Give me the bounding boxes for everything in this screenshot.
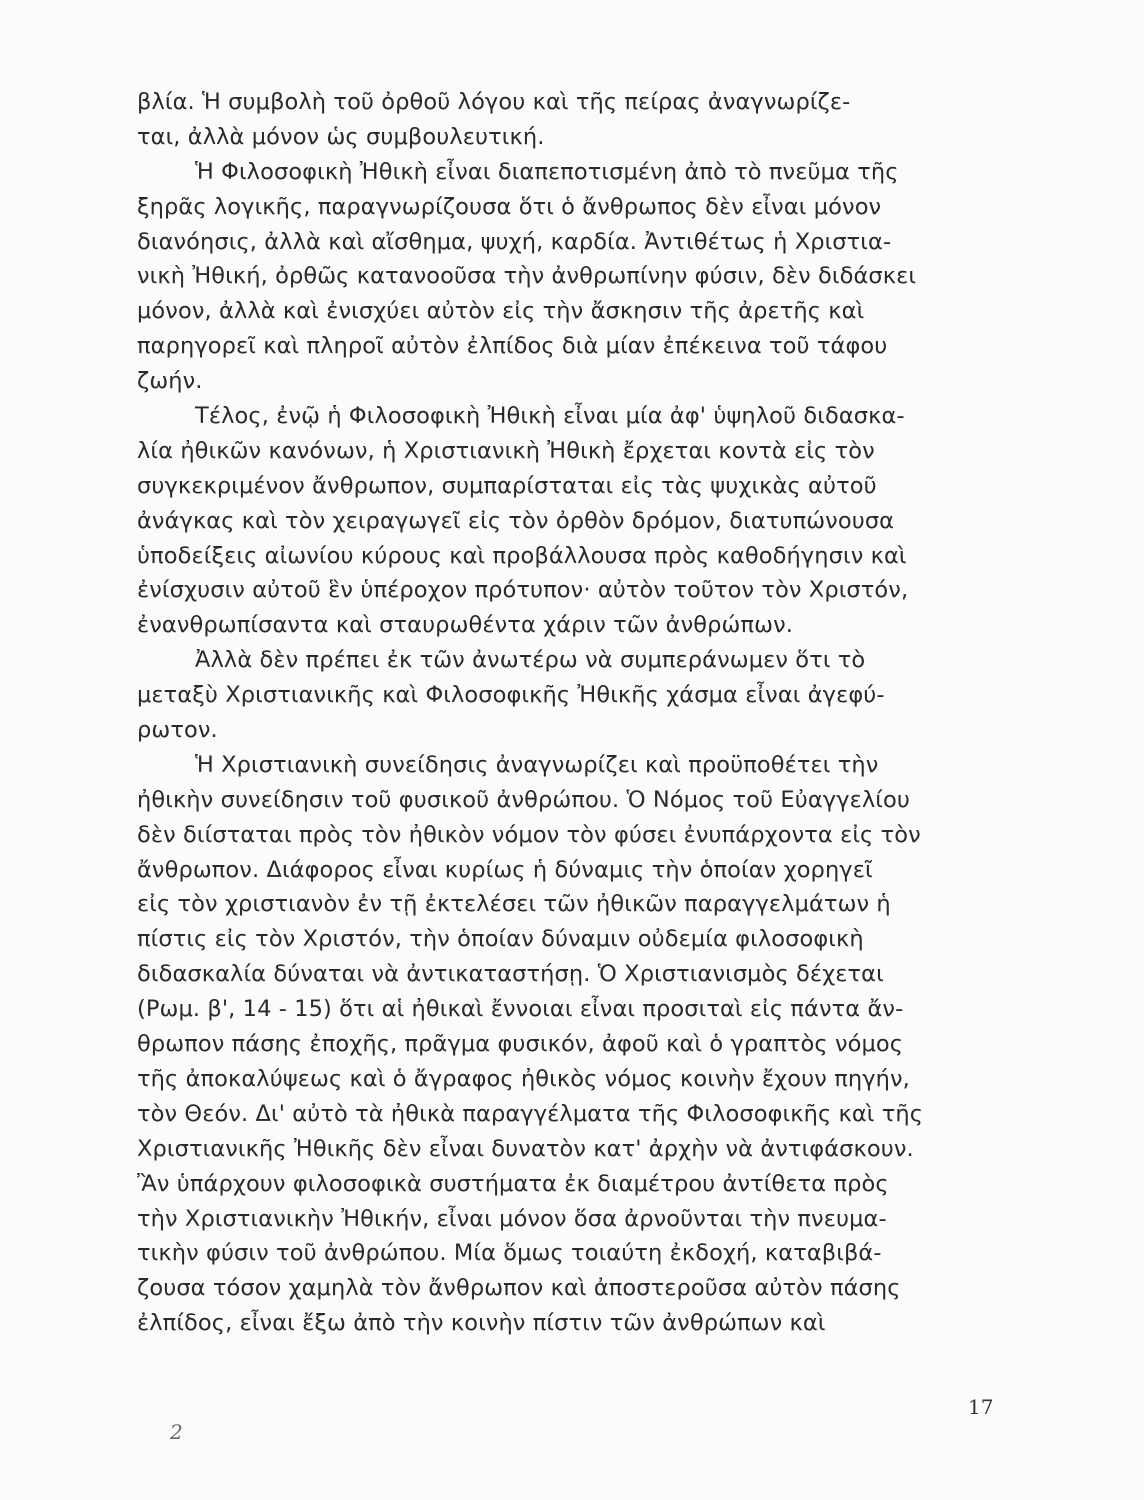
paragraph-start-line: Ἀλλὰ δὲν πρέπει ἐκ τῶν ἀνωτέρω νὰ συμπεράνωμεν ὅτι τὸ bbox=[195, 647, 866, 674]
text-line: θρωπον πάσης ἐποχῆς, πρᾶγμα φυσικόν, ἀφοῦ καὶ ὁ γραπτὸς νόμος bbox=[137, 1031, 904, 1058]
text-line: ζουσα τόσον χαμηλὰ τὸν ἄνθρωπον καὶ ἀποστεροῦσα αὐτὸν πάσης bbox=[137, 1275, 901, 1302]
printer-signature-mark: 2 bbox=[170, 1420, 183, 1444]
text-line: ἠθικὴν συνείδησιν τοῦ φυσικοῦ ἀνθρώπου. Ὁ Νόμος τοῦ Εὐαγγελίου bbox=[137, 786, 910, 813]
text-line: τὴν Χριστιανικὴν Ἠθικήν, εἶναι μόνον ὅσα ἀρνοῦνται τὴν πνευμα- bbox=[137, 1205, 887, 1232]
paragraph-start-line: Ἡ Χριστιανικὴ συνείδησις ἀναγνωρίζει καὶ προϋποθέτει τὴν bbox=[195, 751, 879, 778]
text-line: ἐνανθρωπίσαντα καὶ σταυρωθέντα χάριν τῶν ἀνθρώπων. bbox=[137, 612, 793, 639]
page-number: 17 bbox=[968, 1395, 994, 1419]
text-line: τῆς ἀποκαλύψεως καὶ ὁ ἄγραφος ἠθικὸς νόμος κοινὴν ἔχουν πηγήν, bbox=[137, 1065, 910, 1092]
text-line: δὲν διίσταται πρὸς τὸν ἠθικὸν νόμον τὸν φύσει ἐνυπάρχοντα εἰς τὸν bbox=[137, 821, 921, 848]
text-line: διδασκαλία δύναται νὰ ἀντικαταστήσῃ. Ὁ Χριστιανισμὸς δέχεται bbox=[137, 961, 884, 988]
text-line: νικὴ Ἠθική, ὀρθῶς κατανοοῦσα τὴν ἀνθρωπίνην φύσιν, δὲν διδάσκει bbox=[137, 263, 917, 290]
text-line: λία ἠθικῶν κανόνων, ἡ Χριστιανικὴ Ἠθικὴ ἔρχεται κοντὰ εἰς τὸν bbox=[137, 437, 875, 464]
text-line: παρηγορεῖ καὶ πληροῖ αὐτὸν ἐλπίδος διὰ μίαν ἐπέκεινα τοῦ τάφου bbox=[137, 333, 888, 360]
body-text bbox=[137, 85, 995, 1341]
text-line: Χριστιανικῆς Ἠθικῆς δὲν εἶναι δυνατὸν κατ' ἀρχὴν νὰ ἀντιφάσκουν. bbox=[137, 1135, 914, 1162]
text-line: ἐνίσχυσιν αὐτοῦ ἓν ὑπέροχον πρότυπον· αὐτὸν τοῦτον τὸν Χριστόν, bbox=[137, 577, 909, 604]
text-line: ἐλπίδος, εἶναι ἔξω ἀπὸ τὴν κοινὴν πίστιν τῶν ἀνθρώπων καὶ bbox=[137, 1310, 826, 1337]
text-line: ρωτον. bbox=[137, 717, 218, 744]
text-line: τικὴν φύσιν τοῦ ἀνθρώπου. Μία ὅμως τοιαύτη ἐκδοχή, καταβιβά- bbox=[137, 1240, 882, 1267]
text-line: συγκεκριμένον ἄνθρωπον, συμπαρίσταται εἰς τὰς ψυχικὰς αὐτοῦ bbox=[137, 472, 877, 499]
text-line: ἀνάγκας καὶ τὸν χειραγωγεῖ εἰς τὸν ὀρθὸν δρόμον, διατυπώνουσα bbox=[137, 507, 895, 534]
text-line: ται, ἀλλὰ μόνον ὡς συμβουλευτική. bbox=[137, 123, 545, 150]
text-line: (Ρωμ. β', 14 - 15) ὅτι αἱ ἠθικαὶ ἔννοιαι εἶναι προσιταὶ εἰς πάντα ἄν- bbox=[137, 996, 904, 1023]
text-line: τὸν Θεόν. Δι' αὐτὸ τὰ ἠθικὰ παραγγέλματα τῆς Φιλοσοφικῆς καὶ τῆς bbox=[137, 1100, 924, 1127]
text-line: διανόησις, ἀλλὰ καὶ αἴσθημα, ψυχή, καρδία. Ἀντιθέτως ἡ Χριστια- bbox=[137, 228, 892, 255]
text-line: ἄνθρωπον. Διάφορος εἶναι κυρίως ἡ δύναμις τὴν ὁποίαν χορηγεῖ bbox=[137, 856, 873, 883]
paragraph-start-line: Ἡ Φιλοσοφικὴ Ἠθικὴ εἶναι διαπεποτισμένη ἀπὸ τὸ πνεῦμα τῆς bbox=[195, 158, 899, 185]
text-line: πίστις εἰς τὸν Χριστόν, τὴν ὁποίαν δύναμιν οὐδεμία φιλοσοφικὴ bbox=[137, 926, 864, 953]
text-line: ὑποδείξεις αἰωνίου κύρους καὶ προβάλλουσα πρὸς καθοδήγησιν καὶ bbox=[137, 542, 907, 569]
text-line: εἰς τὸν χριστιανὸν ἐν τῇ ἐκτελέσει τῶν ἠθικῶν παραγγελμάτων ἡ bbox=[137, 891, 891, 918]
text-line: ζωήν. bbox=[137, 368, 203, 395]
text-line: ξηρᾶς λογικῆς, παραγνωρίζουσα ὅτι ὁ ἄνθρωπος δὲν εἶναι μόνον bbox=[137, 193, 882, 220]
text-line: Ἂν ὑπάρχουν φιλοσοφικὰ συστήματα ἐκ διαμέτρου ἀντίθετα πρὸς bbox=[137, 1170, 889, 1197]
paragraph-start-line: Τέλος, ἐνῷ ἡ Φιλοσοφικὴ Ἠθικὴ εἶναι μία ἀφ' ὑψηλοῦ διδασκα- bbox=[195, 403, 905, 430]
text-line: μόνον, ἀλλὰ καὶ ἐνισχύει αὐτὸν εἰς τὴν ἄσκησιν τῆς ἀρετῆς καὶ bbox=[137, 298, 865, 325]
text-line: βλία. Ἡ συμβολὴ τοῦ ὀρθοῦ λόγου καὶ τῆς πείρας ἀναγνωρίζε- bbox=[137, 89, 851, 115]
text-line: μεταξὺ Χριστιανικῆς καὶ Φιλοσοφικῆς Ἠθικῆς χάσμα εἶναι ἀγεφύ- bbox=[137, 682, 885, 709]
